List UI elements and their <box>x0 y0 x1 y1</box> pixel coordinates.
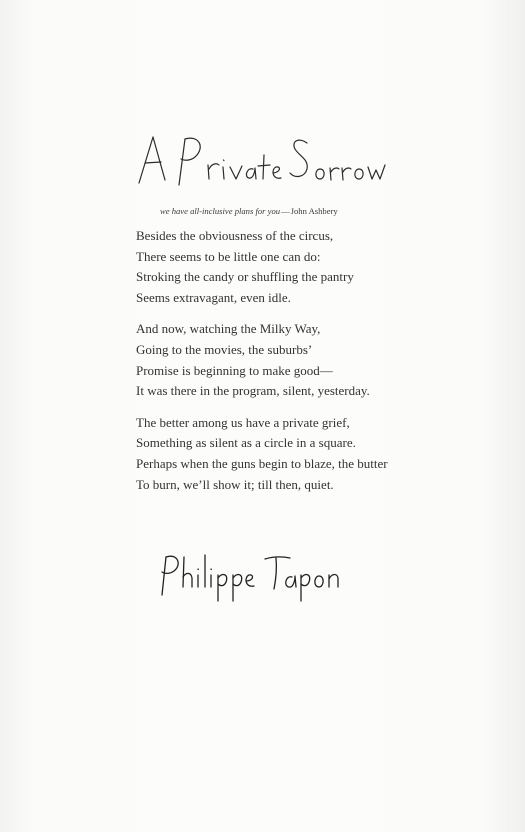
poem-line: Perhaps when the guns begin to blaze, the butter <box>136 455 388 471</box>
poem-line: The better among us have a private grief, <box>136 414 350 430</box>
poem-line: Seems extravagant, even idle. <box>136 289 291 305</box>
handwritten-title <box>135 125 395 195</box>
poem-line: To burn, we’ll show it; till then, quiet. <box>136 476 334 492</box>
epigraph-quote: we have all-inclusive plans for you <box>160 206 281 216</box>
poem-line: Stroking the candy or shuffling the pantry <box>136 269 354 285</box>
epigraph-author: John Ashbery <box>290 206 338 216</box>
poem-line: Something as silent as a circle in a square. <box>136 435 356 451</box>
stanza-1 <box>136 226 416 308</box>
stanza-2 <box>136 319 416 401</box>
poem-line: Besides the obviousness of the circus, <box>136 228 334 243</box>
poem-line: And now, watching the Milky Way, <box>136 321 321 337</box>
stanza-3 <box>136 413 416 495</box>
epigraph <box>160 206 400 216</box>
handwritten-signature <box>150 545 350 605</box>
poem-body <box>136 226 416 506</box>
poem-line: It was there in the program, silent, yesterday. <box>136 383 370 399</box>
epigraph-dash: — <box>281 206 290 216</box>
poem-line: Promise is beginning to make good— <box>136 362 333 378</box>
poem-title <box>135 125 395 195</box>
poem-line: There seems to be little one can do: <box>136 248 321 264</box>
author-signature <box>150 545 350 605</box>
poem-line: Going to the movies, the suburbs’ <box>136 341 313 357</box>
